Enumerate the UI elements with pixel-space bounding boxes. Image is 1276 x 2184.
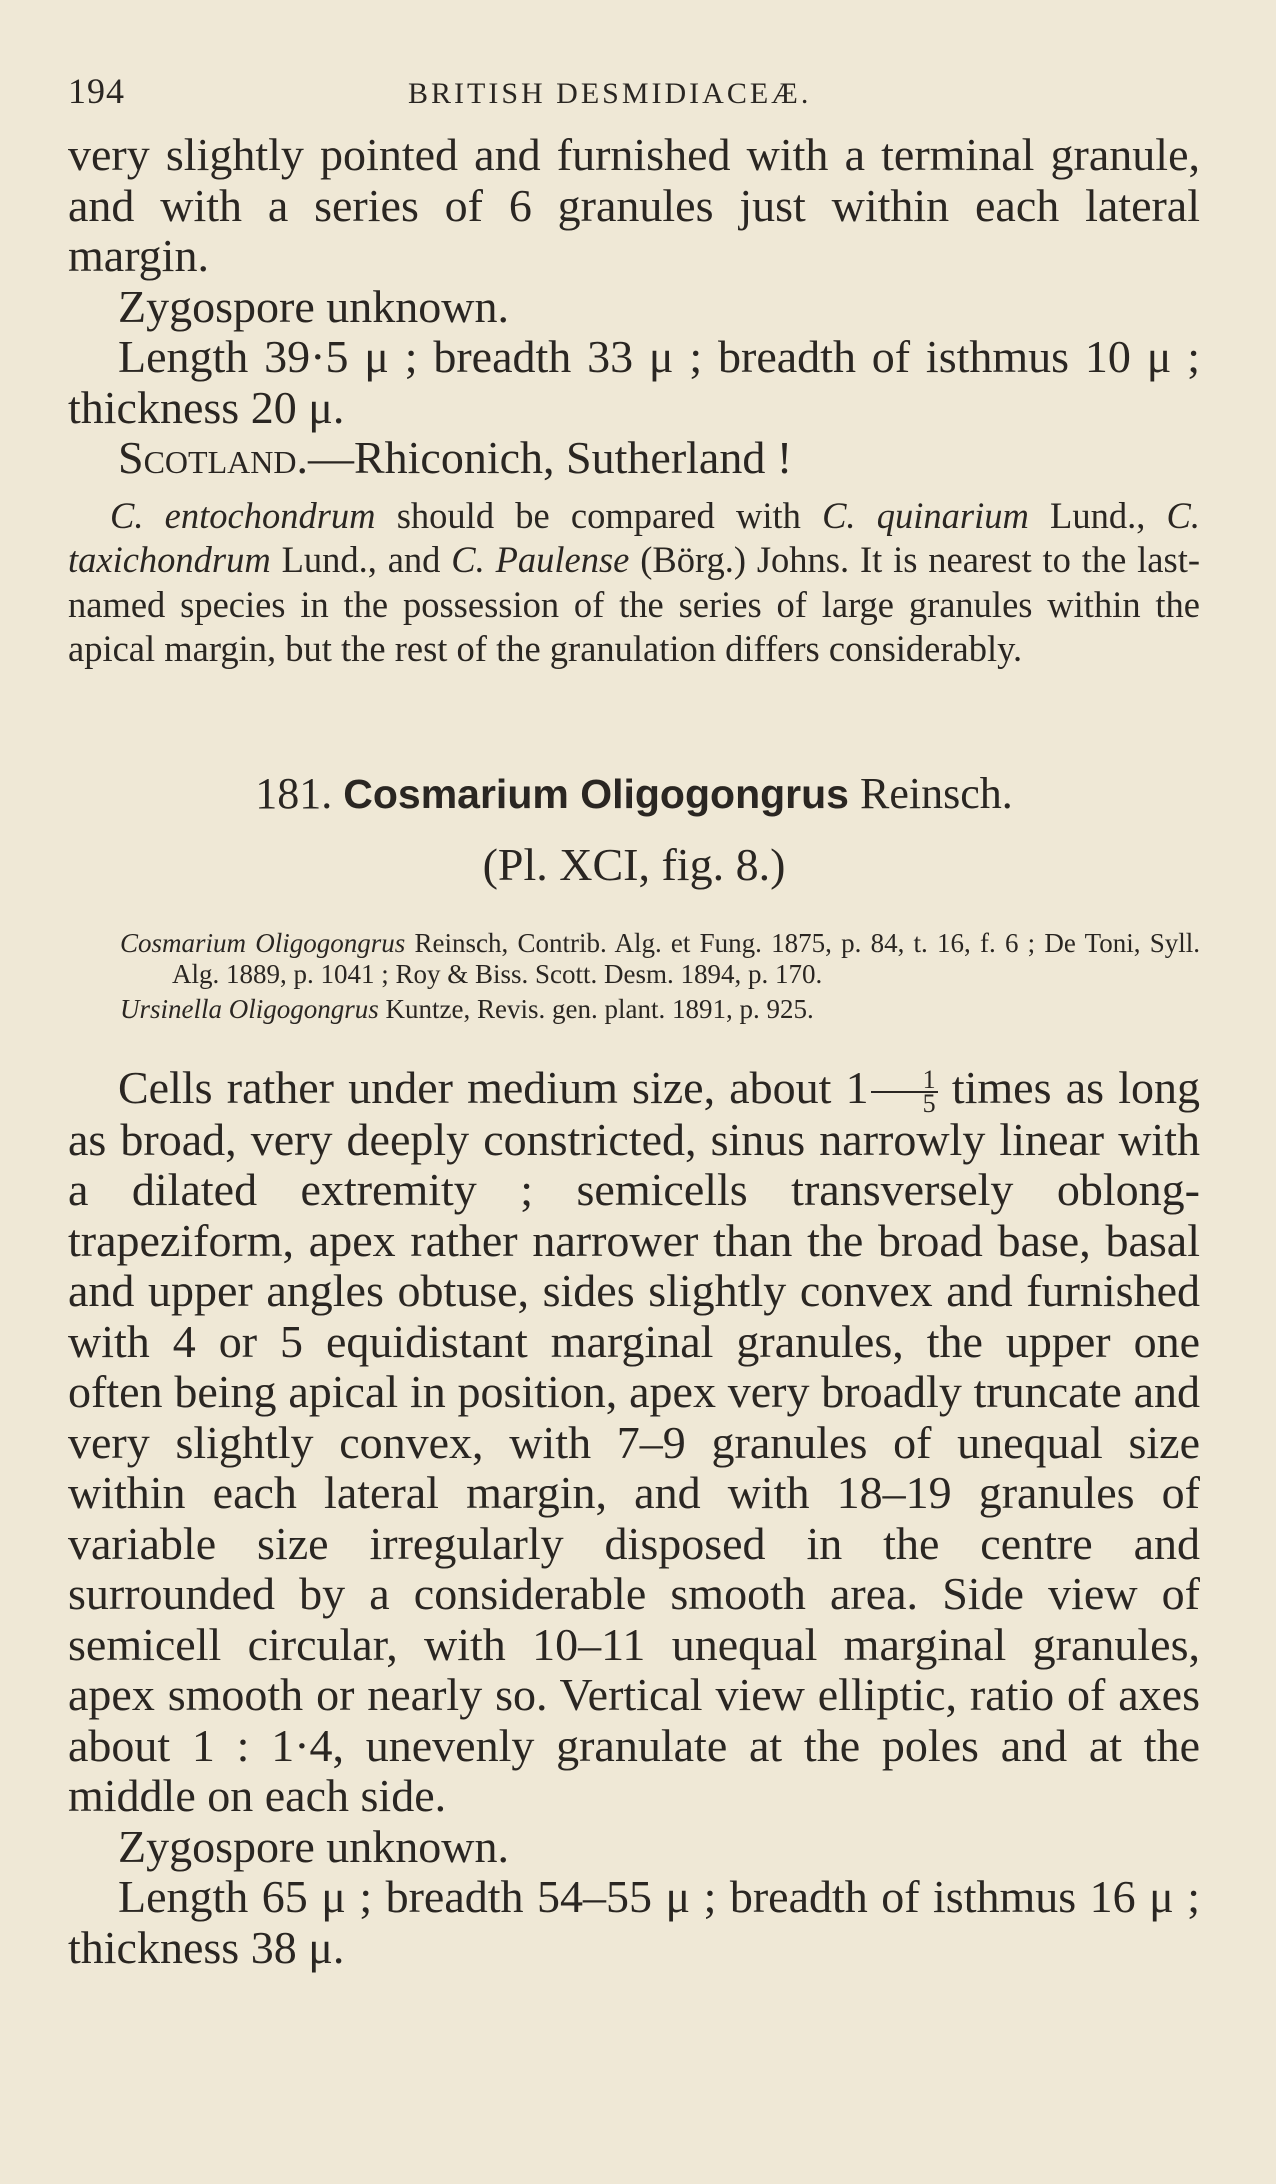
locality-region: Scotland. [118, 432, 308, 483]
species-name: Cosmarium Oligogongrus [343, 770, 849, 817]
species-number: 181. [255, 768, 333, 818]
reference-1-taxon: Cosmarium Oligogongrus [120, 927, 406, 958]
synonymy-references [68, 928, 1200, 1025]
description-start: Cells rather under medium size, about 1 [118, 1061, 869, 1113]
fraction-numerator: 1 [871, 1069, 938, 1093]
reference-2-text: Kuntze, Revis. gen. plant. 1891, p. 925. [378, 993, 814, 1024]
fraction [871, 1064, 938, 1118]
reference-2-taxon: Ursinella Oligogongrus [120, 993, 379, 1024]
species-description [68, 1063, 1200, 1974]
species-measurements-line: Length 65 μ ; breadth 54–55 μ ; breadth of isthmus 16 μ ; thickness 38 μ. [68, 1871, 1200, 1973]
note-taxon-4: C. Paulense [451, 539, 630, 580]
note-text-1: should be compared with [375, 494, 823, 536]
reference-1-text: Reinsch, Contrib. Alg. et Fung. 1875, p. 84, t. 16, f. 6 ; De Toni, Syll. Alg. 1889, p. 1041 ; Roy & Biss. Scott. Desm. 1894, p. 170. [172, 927, 1200, 989]
plate-reference: (Pl. XCI, fig. 8.) [482, 838, 786, 890]
description-paragraph [68, 1063, 1200, 1822]
species-heading [68, 764, 1200, 824]
measurements-line: Length 39·5 μ ; breadth 33 μ ; breadth of isthmus 10 μ ; thickness 20 μ. [68, 331, 1200, 433]
note-text-3: Lund., and [270, 539, 452, 580]
note-text-4: (Börg.) Johns. It is nearest to the last-named species in the possession of the series of large granules within the apical margin, but the rest of the granulation differs considerably. [68, 539, 1201, 669]
note-taxon-1: C. entochondrum [110, 494, 376, 536]
comparison-note [68, 494, 1200, 672]
top-body [68, 130, 1200, 484]
fraction-denominator: 5 [922, 1088, 936, 1118]
book-page [68, 70, 1200, 1973]
note-taxon-3: C. taxichondrum [68, 494, 1201, 580]
locality-line [68, 433, 1200, 484]
species-zygospore-line: Zygospore unknown. [118, 1820, 509, 1872]
continued-paragraph: very slightly pointed and furnished with a terminal granule, and with a series of 6 granules just within each lateral margin. [68, 129, 1200, 281]
description-rest: times as long as broad, very deeply constricted, sinus narrowly linear with a dilated extremity ; semicells transversely oblong-trapeziform, apex rather narrower than the broad base, basal and upper angles obtuse, sides slightly convex and furnished with 4 or 5 equidistant marginal granules, the upper one often being apical in position, apex very broadly truncate and very slightly convex, with 7–9 granules of unequal size within each lateral margin, and with 18–19 granules of variable size irregularly disposed in the centre and surrounded by a considerable smooth area. Side view of semicell circular, with 10–11 unequal marginal granules, apex smooth or nearly so. Vertical view elliptic, ratio of axes about 1 : 1·4, unevenly granulate at the poles and at the middle on each side. [68, 1061, 1200, 1822]
running-head [68, 70, 1200, 130]
note-text-2: Lund., [1028, 494, 1167, 536]
page-number: 194 [68, 71, 125, 111]
reference-1 [120, 928, 1200, 990]
locality-text: —Rhiconich, Sutherland ! [307, 432, 793, 483]
running-title: BRITISH DESMIDIACEÆ. [408, 77, 812, 110]
zygospore-line: Zygospore unknown. [118, 280, 509, 332]
species-author: Reinsch. [859, 768, 1013, 818]
note-taxon-2: C. quinarium [822, 494, 1029, 536]
reference-2 [120, 994, 1200, 1025]
